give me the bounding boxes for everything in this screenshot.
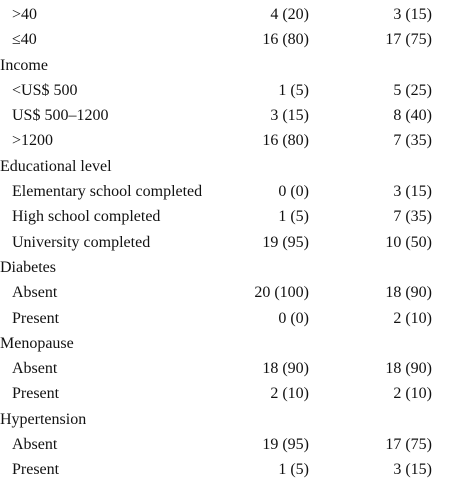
group1-value: 19 (95) <box>262 233 309 251</box>
group1-value: 16 (80) <box>262 31 309 49</box>
table-row <box>0 381 474 406</box>
table-row <box>0 356 474 381</box>
group2-value: 3 (15) <box>393 461 432 479</box>
table-row <box>0 280 474 305</box>
table-row <box>0 432 474 457</box>
section-label: Educational level <box>0 157 112 175</box>
row-label: University completed <box>12 233 151 251</box>
section-label: Menopause <box>0 334 74 352</box>
section-label: Diabetes <box>0 258 56 276</box>
group1-value: 1 (5) <box>278 81 309 99</box>
table-row <box>0 78 474 103</box>
table-row <box>0 204 474 229</box>
row-label: Absent <box>12 360 58 378</box>
table-row <box>0 179 474 204</box>
group2-value: 8 (40) <box>393 107 432 125</box>
row-label: ≤40 <box>12 31 37 49</box>
section-header-row <box>0 407 474 432</box>
group2-value: 3 (15) <box>393 183 432 201</box>
group1-value: 0 (0) <box>278 309 309 327</box>
group1-value: 4 (20) <box>270 6 309 23</box>
group2-value: 17 (75) <box>385 31 432 49</box>
row-label: Elementary school completed <box>12 183 203 201</box>
group1-value: 18 (90) <box>262 360 309 378</box>
group2-value: 5 (25) <box>393 81 432 99</box>
table-row <box>0 230 474 255</box>
row-label: Absent <box>12 436 58 454</box>
section-header-row <box>0 255 474 280</box>
group1-value: 16 (80) <box>262 132 309 150</box>
row-label: >1200 <box>12 132 54 150</box>
row-label: Present <box>12 461 60 479</box>
table-row <box>0 306 474 331</box>
group1-value: 2 (10) <box>270 385 309 403</box>
group2-value: 18 (90) <box>385 284 432 302</box>
row-label: <US$ 500 <box>12 81 78 99</box>
data-table <box>0 2 474 483</box>
table-row <box>0 103 474 128</box>
section-header-row <box>0 331 474 356</box>
section-label: Hypertension <box>0 410 87 428</box>
group2-value: 2 (10) <box>393 309 432 327</box>
group2-value: 17 (75) <box>385 436 432 454</box>
group2-value: 2 (10) <box>393 385 432 403</box>
row-label: High school completed <box>12 208 161 226</box>
row-label: >40 <box>12 6 38 23</box>
group2-value: 7 (35) <box>393 208 432 226</box>
table-row <box>0 27 474 52</box>
section-label: Income <box>0 56 48 74</box>
row-label: Absent <box>12 284 58 302</box>
group1-value: 1 (5) <box>278 208 309 226</box>
group2-value: 18 (90) <box>385 360 432 378</box>
section-header-row <box>0 154 474 179</box>
table-row <box>0 2 474 27</box>
group1-value: 3 (15) <box>270 107 309 125</box>
row-label: Present <box>12 385 60 403</box>
group1-value: 19 (95) <box>262 436 309 454</box>
section-header-row <box>0 53 474 78</box>
group1-value: 20 (100) <box>254 284 309 302</box>
group2-value: 7 (35) <box>393 132 432 150</box>
group2-value: 10 (50) <box>385 233 432 251</box>
group1-value: 0 (0) <box>278 183 309 201</box>
group1-value: 1 (5) <box>278 461 309 479</box>
row-label: US$ 500–1200 <box>12 107 109 125</box>
group2-value: 3 (15) <box>393 6 432 23</box>
row-label: Present <box>12 309 60 327</box>
table-row <box>0 128 474 153</box>
table-row <box>0 457 474 482</box>
